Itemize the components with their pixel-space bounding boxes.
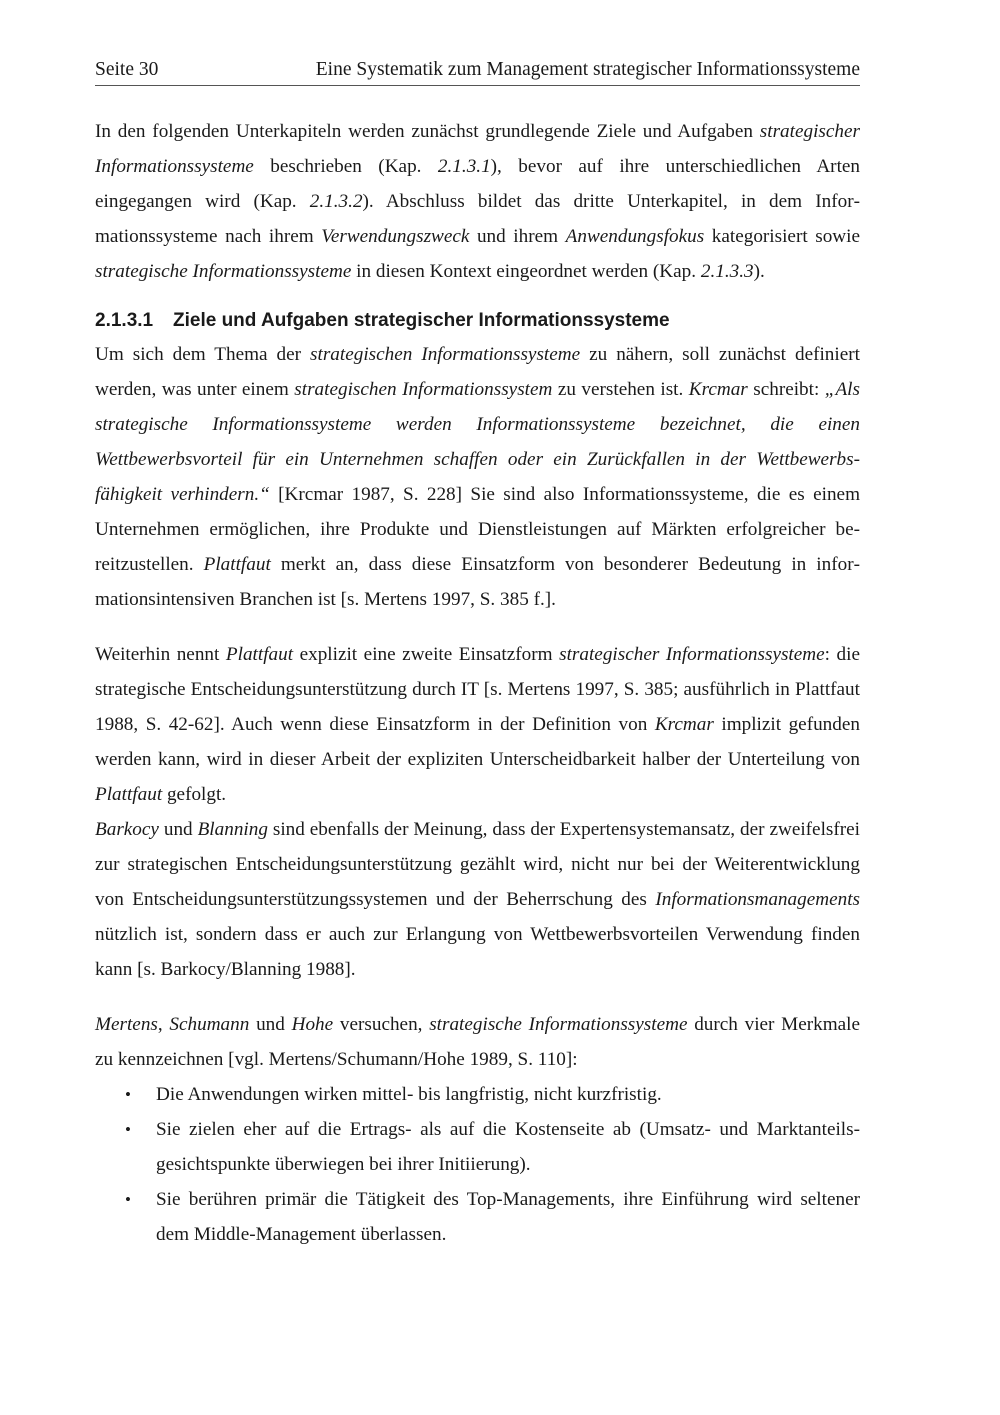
section-number: 2.1.3.1 xyxy=(95,310,154,331)
paragraph-features-intro: Mertens, Schumann und Hohe versuchen, strategische Informationssysteme durch vier Merkmale zu kennzeichnen [vgl. Mertens/Schumann/Hohe 1989, S. 110]: xyxy=(95,1014,861,1070)
bullet-icon: • xyxy=(125,1120,131,1139)
bullet-icon: • xyxy=(125,1190,131,1209)
running-title: Eine Systematik zum Management strategischer Informationssysteme xyxy=(315,59,860,80)
body-text xyxy=(95,114,860,1252)
section-heading xyxy=(95,309,860,333)
paragraph-definition: Um sich dem Thema der strategischen Informationssysteme zu nähern, soll zunächst definiert werden, was unter einem strategischen Informationssystem zu verstehen ist. Krcmar schreibt: „Als strategische Informationssysteme werden Informationssysteme bezeichnet, die einen Wettbewerbsvorteil für ein Unternehmen schaffen oder ein Zurückfallen in der Wettbewerbsfähigkeit verhindern.“ [Krcmar 1987, S. 228] Sie sind also Informationssysteme, die es einem Unternehmen ermöglichen, ihre Produkte und Dienstleistungen auf Märkten erfolgreicher bereitzustellen. Plattfaut merkt an, dass diese Einsatzform von besonderer Bedeutung in informationsintensiven Branchen ist [s. Mertens 1997, S. 385 f.]. xyxy=(95,344,860,610)
page-number: Seite 30 xyxy=(95,59,159,80)
intro-paragraph: In den folgenden Unterkapiteln werden zunächst grundlegende Ziele und Aufgaben strategischer Informationssysteme beschrieben (Kap. 2.1.3.1), bevor auf ihre unterschiedlichen Arten eingegangen wird (Kap. 2.1.3.2). Abschluss bildet das dritte Unterkapitel, in dem Informationssysteme nach ihrem Verwendungszweck und ihrem Anwendungsfokus kategorisiert sowie strategische Informationssysteme in diesen Kontext eingeordnet werden (Kap. 2.1.3.3). xyxy=(95,121,861,282)
section-title: Ziele und Aufgaben strategischer Informationssysteme xyxy=(173,310,670,331)
list-item: • Sie berühren primär die Tätigkeit des Top-Managements, ihre Einführung wird seltener dem Middle-Management überlassen. xyxy=(95,1182,860,1252)
page-header xyxy=(95,58,860,86)
list-item: • Die Anwendungen wirken mittel- bis langfristig, nicht kurzfristig. xyxy=(95,1077,860,1112)
list-item: • Sie zielen eher auf die Ertrags- als auf die Kostenseite ab (Umsatz- und Marktanteilsgesichtspunkte überwiegen bei ihrer Initiierung). xyxy=(95,1112,860,1182)
bullet-icon: • xyxy=(125,1085,131,1104)
paragraph-expert-systems: Barkocy und Blanning sind ebenfalls der Meinung, dass der Expertensystemansatz, der zweifelsfrei zur strategischen Entscheidungsunterstützung gezählt wird, nicht nur bei der Weiterentwicklung von Entscheidungsunterstützungssystemen und der Beherrschung des Informationsmanagements nützlich ist, sondern dass er auch zur Erlangung von Wettbewerbsvorteilen Verwendung finden kann [s. Barkocy/Blanning 1988]. xyxy=(95,819,860,980)
feature-list xyxy=(95,1077,860,1252)
paragraph-second-form: Weiterhin nennt Plattfaut explizit eine zweite Einsatzform strategischer Informationssysteme: die strategische Entscheidungsunterstützung durch IT [s. Mertens 1997, S. 385; ausführlich in Plattfaut 1988, S. 42-62]. Auch wenn diese Einsatzform in der Definition von Krcmar implizit gefunden werden kann, wird in dieser Arbeit der expliziten Unterscheidbarkeit halber der Unterteilung von Plattfaut gefolgt. xyxy=(95,644,860,805)
